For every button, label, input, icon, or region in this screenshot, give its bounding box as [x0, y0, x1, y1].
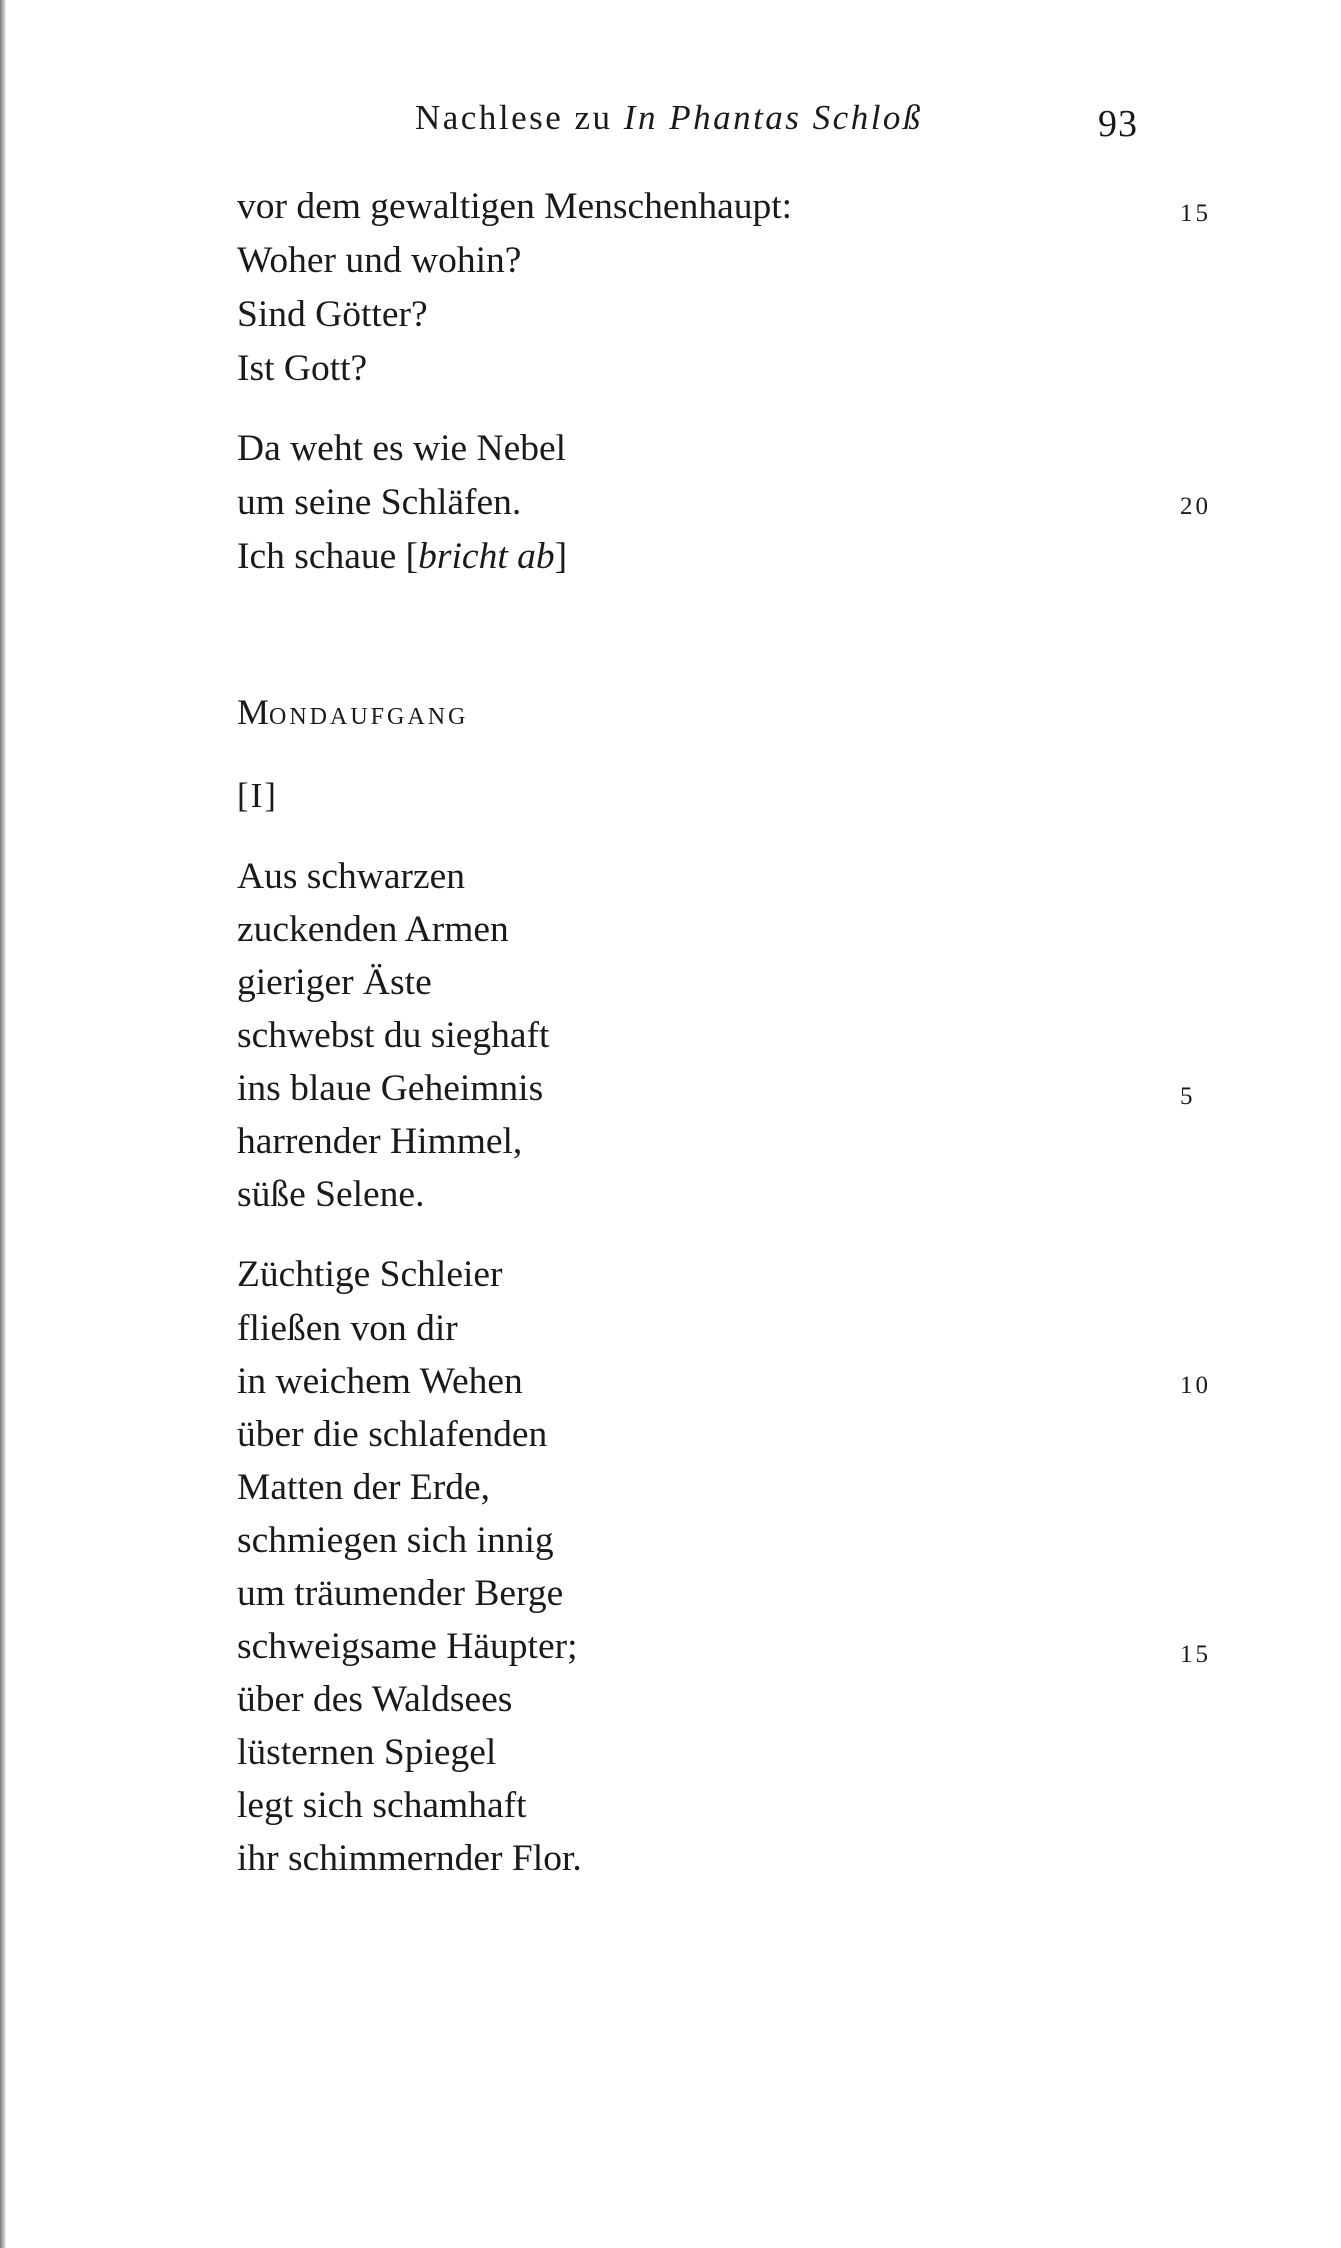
verse-line: ihr schimmernder Flor. [237, 1838, 582, 1879]
line-number: 15 [1180, 1641, 1211, 1668]
verse-line: in weichem Wehen [237, 1361, 523, 1402]
verse-line: fließen von dir [237, 1308, 458, 1349]
verse-line: Da weht es wie Nebel [237, 428, 567, 469]
verse-line: Matten der Erde, [237, 1467, 491, 1508]
verse-line: zuckenden Armen [237, 909, 509, 950]
verse-line: Züchtige Schleier [237, 1254, 503, 1295]
poem-title-initial: M [237, 692, 270, 732]
page-number: 93 [1098, 103, 1138, 145]
verse-line: lüsternen Spiegel [237, 1732, 497, 1773]
page-binding-edge [0, 0, 6, 2248]
verse-line: legt sich schamhaft [237, 1785, 527, 1826]
verse-line: um träumender Berge [237, 1573, 564, 1614]
verse-line: schmiegen sich innig [237, 1520, 554, 1561]
verse-line: Woher und wohin? [237, 240, 522, 281]
verse-line: über die schlafenden [237, 1414, 548, 1455]
verse-line: schwebst du sieghaft [237, 1015, 550, 1056]
verse-line: über des Waldsees [237, 1679, 513, 1720]
poem-title [237, 694, 468, 730]
verse-line: gieriger Äste [237, 962, 432, 1003]
verse-line: schweigsame Häupter; [237, 1626, 578, 1667]
verse-line: harrender Himmel, [237, 1121, 523, 1162]
verse-line: vor dem gewaltigen Menschenhaupt: [237, 186, 793, 227]
line-number: 15 [1180, 200, 1211, 227]
line-number: 5 [1180, 1083, 1196, 1110]
verse-line: ins blaue Geheimnis [237, 1068, 544, 1109]
verse-line: um seine Schläfen. [237, 482, 522, 523]
verse-line: Ist Gott? [237, 348, 368, 389]
verse-text: Ich schaue [ [237, 536, 419, 577]
running-header-prefix: Nachlese zu [415, 98, 624, 137]
verse-line-editorial [237, 538, 567, 576]
running-header-title: In Phantas Schloß [623, 98, 923, 137]
line-number: 20 [1180, 493, 1211, 520]
verse-line: Sind Götter? [237, 294, 428, 335]
verse-line: süße Selene. [237, 1174, 425, 1215]
poem-title-rest: ONDAUFGANG [269, 704, 469, 730]
poem-part-label: [I] [237, 776, 278, 815]
running-header [415, 98, 923, 138]
editorial-bracket: ] [554, 536, 568, 577]
line-number: 10 [1180, 1372, 1211, 1399]
editorial-note: bricht ab [418, 536, 555, 577]
verse-line: Aus schwarzen [237, 856, 466, 897]
